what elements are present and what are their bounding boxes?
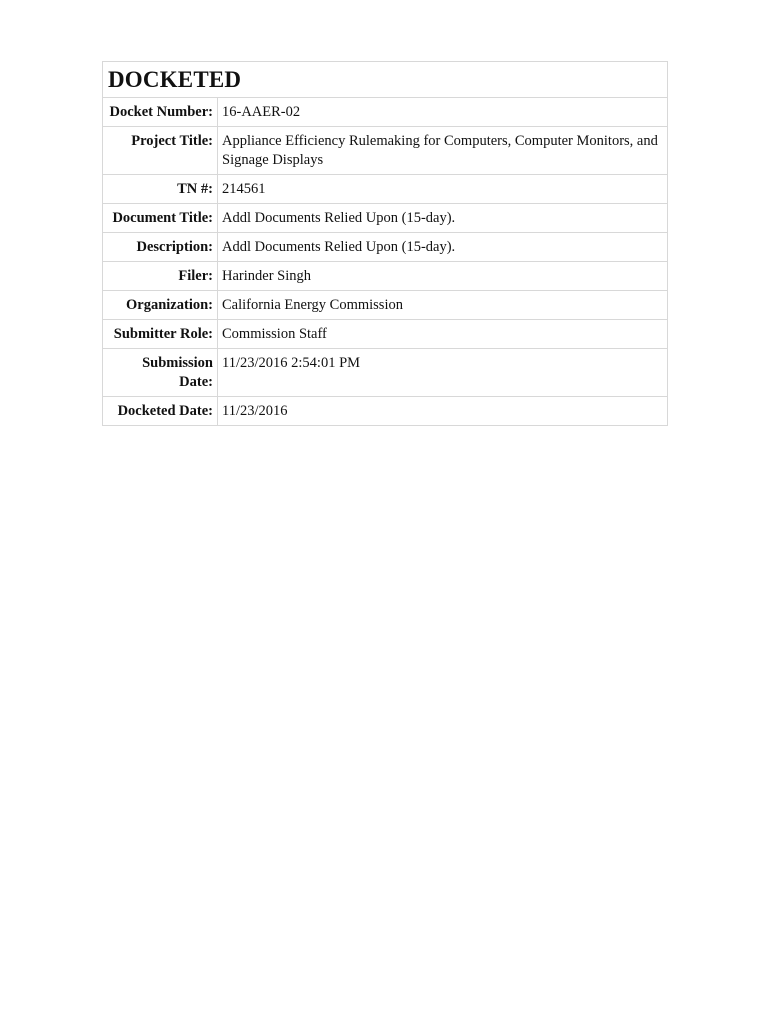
submitter-role-value: Commission Staff	[218, 320, 668, 349]
project-title-value: Appliance Efficiency Rulemaking for Computers, Computer Monitors, and Signage Displays	[218, 127, 668, 175]
docket-number-row	[103, 98, 667, 127]
project-title-row	[103, 127, 667, 175]
document-title-row	[103, 204, 667, 233]
docketed-date-label: Docketed Date:	[103, 397, 218, 426]
docketed-date-value: 11/23/2016	[222, 403, 288, 419]
docketed-heading: DOCKETED	[103, 62, 667, 98]
document-title-label: Document Title:	[103, 204, 218, 233]
submission-date-label: Submission Date:	[103, 349, 218, 397]
submission-date-row	[103, 349, 667, 397]
project-title-label: Project Title:	[103, 127, 218, 175]
tn-number-value: 214561	[218, 175, 668, 204]
docket-card	[102, 61, 668, 426]
filer-value: Harinder Singh	[218, 262, 668, 291]
submitter-role-row	[103, 320, 667, 349]
submitter-role-label: Submitter Role:	[103, 320, 218, 349]
organization-label: Organization:	[103, 291, 218, 320]
docket-fields-table	[103, 98, 667, 425]
description-label: Description:	[103, 233, 218, 262]
docket-number-label: Docket Number:	[103, 98, 218, 127]
submission-date-value: 11/23/2016 2:54:01 PM	[218, 349, 668, 397]
tn-number-row	[103, 175, 667, 204]
docket-number-value: 16-AAER-02	[218, 98, 668, 127]
tn-number-label: TN #:	[103, 175, 218, 204]
filer-label: Filer:	[103, 262, 218, 291]
organization-value: California Energy Commission	[218, 291, 668, 320]
organization-row	[103, 291, 667, 320]
description-row	[103, 233, 667, 262]
description-value: Addl Documents Relied Upon (15-day).	[218, 233, 668, 262]
document-title-value: Addl Documents Relied Upon (15-day).	[218, 204, 668, 233]
filer-row	[103, 262, 667, 291]
docketed-date-row	[103, 397, 667, 426]
